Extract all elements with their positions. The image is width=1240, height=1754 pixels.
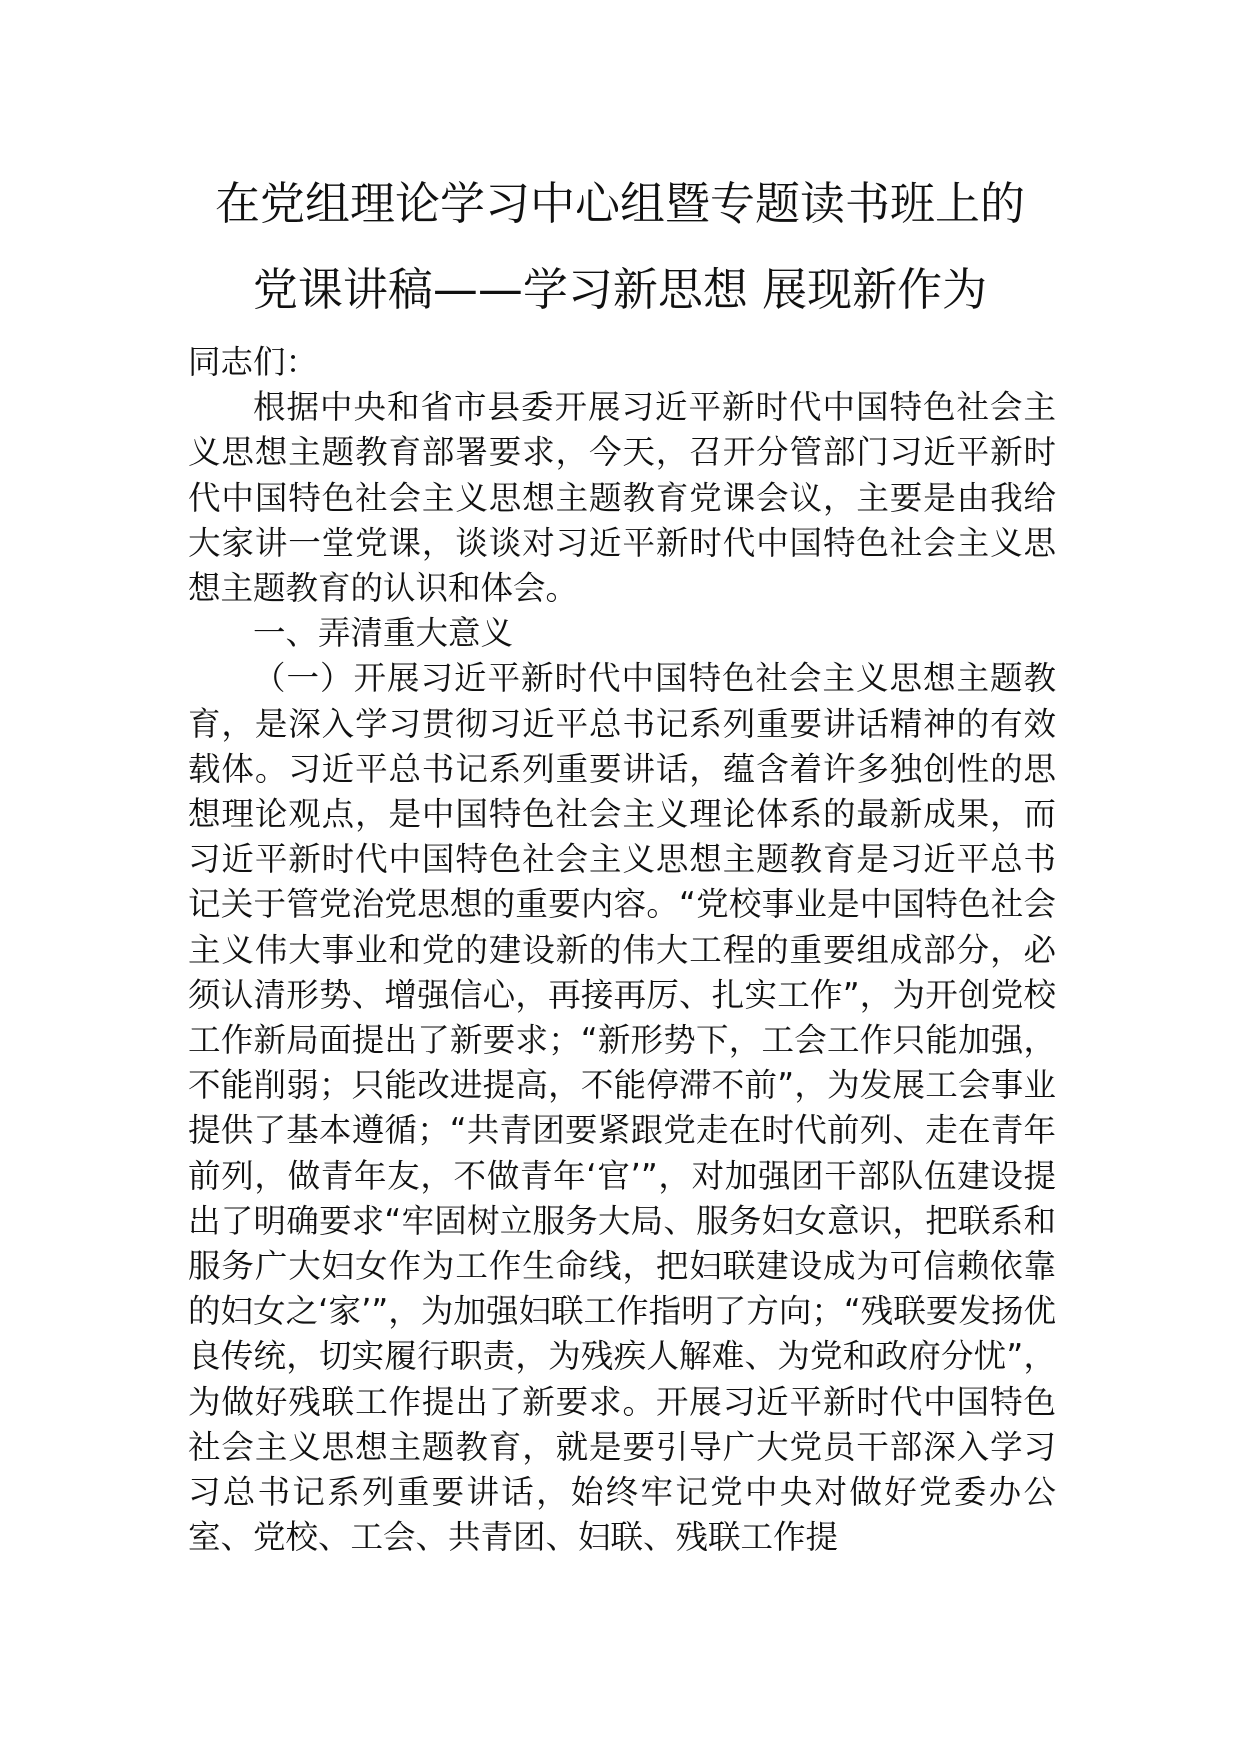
- document-title-line-2: 党课讲稿——学习新思想 展现新作为: [252, 263, 988, 316]
- document-body: [188, 340, 1056, 1560]
- salutation: 同志们：: [188, 343, 319, 381]
- section-heading: 一、弄清重大意义: [253, 614, 514, 653]
- document-title-line-1: 在党组理论学习中心组暨专题读书班上的: [214, 177, 1025, 230]
- section-paragraph: （一）开展习近平新时代中国特色社会主义思想主题教育，是深入学习贯彻习近平总书记系列重要讲话精神的有效载体。习近平总书记系列重要讲话，蕴含着许多独创性的思想理论观点，是中国特色社会主义理论体系的最新成果，而习近平新时代中国特色社会主义思想主题教育是习近平总书记关于管党治党思想的重要内容。“党校事业是中国特色社会主义伟大事业和党的建设新的伟大工程的重要组成部分，必须认清形势、增强信心，再接再厉、扎实工作”，为开创党校工作新局面提出了新要求；“新形势下，工会工作只能加强，不能削弱；只能改进提高，不能停滞不前”，为发展工会事业提供了基本遵循；“共青团要紧跟党走在时代前列、走在青年前列，做青年友，不做青年‘官’”，对加强团干部队伍建设提出了明确要求“牢固树立服务大局、服务妇女意识，把联系和服务广大妇女作为工作生命线，把妇联建设成为可信赖依靠的妇女之‘家’”，为加强妇联工作指明了方向；“残联要发扬优良传统，切实履行职责，为残疾人解难、为党和政府分忧”，为做好残联工作提出了新要求。开展习近平新时代中国特色社会主义思想主题教育，就是要引导广大党员干部深入学习习总书记系列重要讲话，始终牢记党中央对做好党委办公室、党校、工会、共青团、妇联、残联工作提: [188, 659, 1056, 1557]
- intro-paragraph: 根据中央和省市县委开展习近平新时代中国特色社会主义思想主题教育部署要求，今天，召开分管部门习近平新时代中国特色社会主义思想主题教育党课会议，主要是由我给大家讲一堂党课，谈谈对习近平新时代中国特色社会主义思想主题教育的认识和体会。: [188, 388, 1056, 608]
